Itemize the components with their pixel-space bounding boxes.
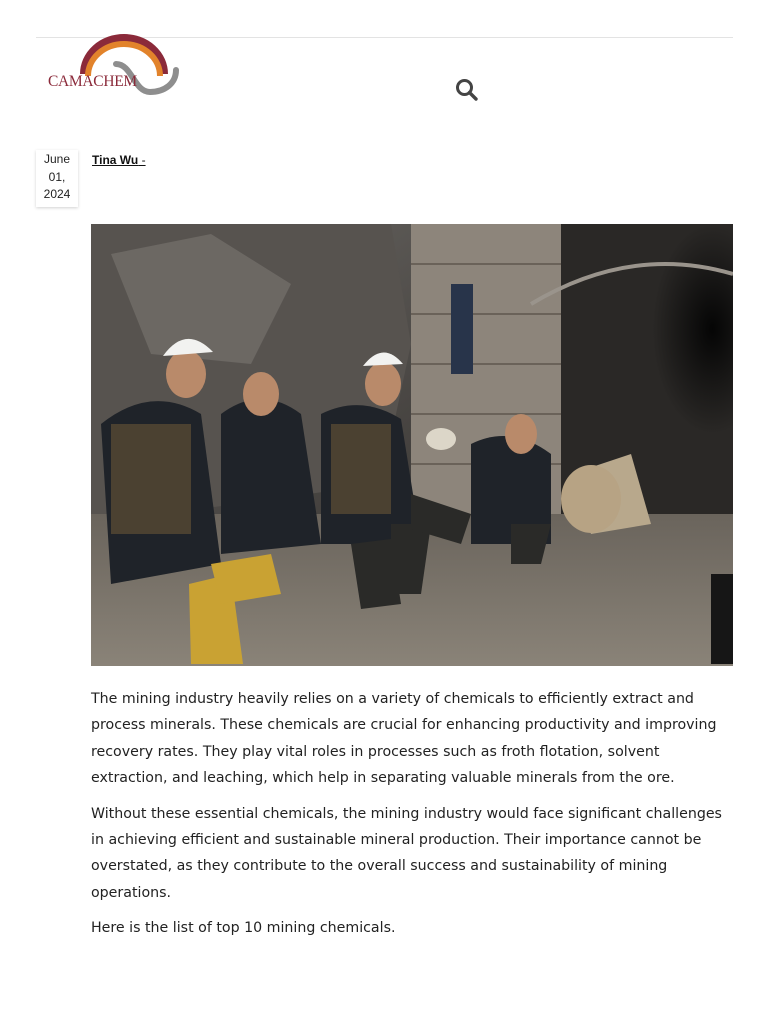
camachem-logo[interactable]: [46, 34, 182, 98]
search-button[interactable]: [455, 78, 479, 102]
paragraph: The mining industry heavily relies on a variety of chemicals to efficiently extract and process minerals. These chemicals are crucial for enhancing productivity and improving recovery rates. They play vital roles in processes such as froth flotation, solvent extraction, and leaching, which help in separating valuable minerals from the ore.: [91, 691, 717, 787]
date-day: 01,: [48, 169, 66, 184]
logo-text: CAMACHEM: [48, 73, 137, 90]
hero-image: [91, 224, 733, 666]
author-name[interactable]: Tina Wu: [92, 153, 139, 167]
paragraph: Here is the list of top 10 mining chemicals.: [91, 920, 396, 937]
post-date-badge: [36, 150, 78, 207]
author-separator: -: [138, 153, 146, 167]
date-month: June: [43, 152, 71, 166]
paragraph: Without these essential chemicals, the mining industry would face significant challenges in achieving efficient and sustainable mineral production. Their importance cannot be overstated, as they contribute to the overall success and sustainability of mining operations.: [91, 805, 722, 901]
author-link[interactable]: [92, 153, 146, 167]
date-year: 2024: [43, 187, 71, 201]
search-icon: [455, 78, 479, 102]
article-body: [91, 686, 736, 951]
